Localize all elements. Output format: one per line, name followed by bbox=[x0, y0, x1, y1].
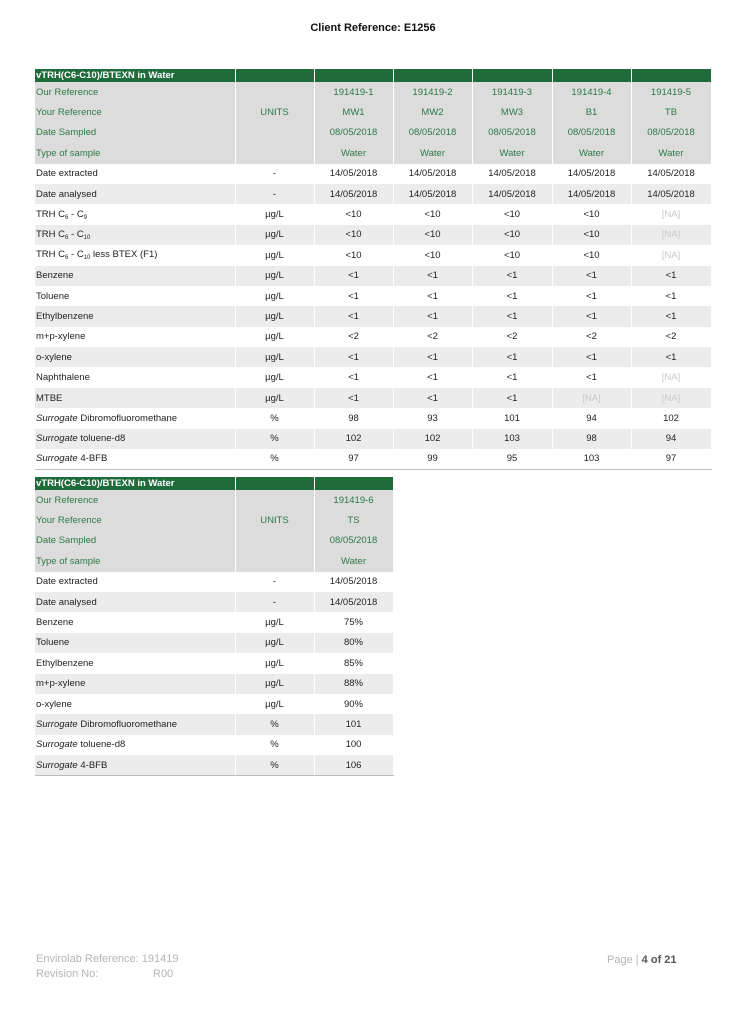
value-cell: TB bbox=[631, 102, 711, 122]
table-row bbox=[35, 572, 393, 592]
value-cell: 14/05/2018 bbox=[314, 572, 393, 592]
value-cell: MW1 bbox=[314, 102, 393, 122]
value-cell: Water bbox=[314, 143, 393, 163]
value-cell: <10 bbox=[552, 204, 631, 224]
value-cell: <1 bbox=[472, 347, 552, 367]
row-label: TRH $C_6 - C_{10}$ less BTEX (F1) bbox=[35, 245, 235, 265]
table-title-row bbox=[35, 477, 393, 490]
row-label: Toluene bbox=[35, 286, 235, 306]
value-cell: MW3 bbox=[472, 102, 552, 122]
row-label: o-xylene bbox=[35, 694, 235, 714]
units-cell: - bbox=[235, 592, 314, 612]
row-label: Surrogate 4-BFB bbox=[35, 755, 235, 775]
table-title-row bbox=[35, 69, 711, 82]
value-cell: [NA] bbox=[631, 245, 711, 265]
units-cell bbox=[235, 123, 314, 143]
value-cell: <10 bbox=[472, 225, 552, 245]
header-row-your-reference bbox=[35, 102, 711, 122]
value-cell: 08/05/2018 bbox=[314, 531, 393, 551]
units-cell: µg/L bbox=[235, 347, 314, 367]
results-table-1 bbox=[35, 69, 712, 470]
table-row bbox=[35, 612, 393, 632]
value-cell: <10 bbox=[393, 204, 472, 224]
value-cell: 191419-3 bbox=[472, 82, 552, 102]
row-label: Type of sample bbox=[35, 551, 235, 571]
units-cell: µg/L bbox=[235, 694, 314, 714]
table-title: vTRH(C6-C10)/BTEXN in Water bbox=[35, 69, 235, 82]
value-cell: <1 bbox=[314, 388, 393, 408]
units-cell: µg/L bbox=[235, 674, 314, 694]
value-cell: <1 bbox=[393, 367, 472, 387]
units-cell: µg/L bbox=[235, 245, 314, 265]
units-cell: µg/L bbox=[235, 327, 314, 347]
value-cell: B1 bbox=[552, 102, 631, 122]
value-cell: 95 bbox=[472, 449, 552, 469]
value-cell: <1 bbox=[472, 388, 552, 408]
value-cell: 191419-5 bbox=[631, 82, 711, 102]
row-label: o-xylene bbox=[35, 347, 235, 367]
value-cell: <2 bbox=[472, 327, 552, 347]
table-row bbox=[35, 449, 711, 469]
value-cell: 85% bbox=[314, 653, 393, 673]
value-cell: <1 bbox=[314, 286, 393, 306]
row-label: Your Reference bbox=[35, 102, 235, 122]
value-cell: <10 bbox=[472, 204, 552, 224]
units-cell bbox=[235, 551, 314, 571]
value-cell: <1 bbox=[552, 347, 631, 367]
table-row bbox=[35, 245, 711, 265]
value-cell: 14/05/2018 bbox=[552, 164, 631, 184]
value-cell: 191419-6 bbox=[314, 490, 393, 510]
table-row bbox=[35, 633, 393, 653]
value-cell: <1 bbox=[552, 306, 631, 326]
table-row bbox=[35, 225, 711, 245]
units-cell: % bbox=[235, 408, 314, 428]
table-row bbox=[35, 164, 711, 184]
row-label: Type of sample bbox=[35, 143, 235, 163]
value-cell: 97 bbox=[631, 449, 711, 469]
table-row bbox=[35, 755, 393, 775]
table-row bbox=[35, 714, 393, 734]
value-cell: 08/05/2018 bbox=[631, 123, 711, 143]
envirolab-reference: Envirolab Reference: 191419 bbox=[36, 953, 179, 965]
header-row-date-sampled bbox=[35, 123, 711, 143]
row-label: Ethylbenzene bbox=[35, 306, 235, 326]
page-number: Page | 4 of 21 bbox=[607, 954, 677, 966]
client-reference: Client Reference: E1256 bbox=[310, 22, 436, 34]
value-cell: 98 bbox=[552, 429, 631, 449]
row-label: Date extracted bbox=[35, 164, 235, 184]
value-cell: <10 bbox=[314, 204, 393, 224]
value-cell: 88% bbox=[314, 674, 393, 694]
value-cell: <1 bbox=[393, 388, 472, 408]
row-label: Surrogate toluene-d8 bbox=[35, 735, 235, 755]
value-cell: 08/05/2018 bbox=[393, 123, 472, 143]
value-cell: 103 bbox=[472, 429, 552, 449]
row-label: Surrogate 4-BFB bbox=[35, 449, 235, 469]
row-label: TRH $C_6 - C_9$ bbox=[35, 204, 235, 224]
value-cell: [NA] bbox=[631, 388, 711, 408]
value-cell: Water bbox=[472, 143, 552, 163]
units-cell: % bbox=[235, 735, 314, 755]
value-cell: 90% bbox=[314, 694, 393, 714]
value-cell: 14/05/2018 bbox=[472, 184, 552, 204]
value-cell: [NA] bbox=[631, 367, 711, 387]
value-cell: <1 bbox=[631, 347, 711, 367]
value-cell: TS bbox=[314, 510, 393, 530]
value-cell: 14/05/2018 bbox=[472, 164, 552, 184]
row-label: Benzene bbox=[35, 612, 235, 632]
table-row bbox=[35, 306, 711, 326]
value-cell: 14/05/2018 bbox=[393, 184, 472, 204]
value-cell: 106 bbox=[314, 755, 393, 775]
units-cell: µg/L bbox=[235, 367, 314, 387]
value-cell: 14/05/2018 bbox=[314, 164, 393, 184]
value-cell: <1 bbox=[393, 347, 472, 367]
value-cell: <1 bbox=[314, 306, 393, 326]
value-cell: 94 bbox=[631, 429, 711, 449]
header-row-our-reference bbox=[35, 82, 711, 102]
value-cell: MW2 bbox=[393, 102, 472, 122]
value-cell: 101 bbox=[314, 714, 393, 734]
table-row bbox=[35, 735, 393, 755]
units-cell: - bbox=[235, 184, 314, 204]
header-row-type-of-sample bbox=[35, 143, 711, 163]
table-row bbox=[35, 347, 711, 367]
value-cell: <2 bbox=[631, 327, 711, 347]
value-cell: <10 bbox=[314, 245, 393, 265]
value-cell: 97 bbox=[314, 449, 393, 469]
value-cell: 14/05/2018 bbox=[314, 184, 393, 204]
value-cell: <1 bbox=[472, 286, 552, 306]
units-cell: µg/L bbox=[235, 306, 314, 326]
row-label: Surrogate Dibromofluoromethane bbox=[35, 408, 235, 428]
row-label: Surrogate Dibromofluoromethane bbox=[35, 714, 235, 734]
units-cell bbox=[235, 143, 314, 163]
units-cell: µg/L bbox=[235, 286, 314, 306]
table-row bbox=[35, 286, 711, 306]
row-label: Date analysed bbox=[35, 592, 235, 612]
table-row bbox=[35, 266, 711, 286]
row-label: Toluene bbox=[35, 633, 235, 653]
units-cell: µg/L bbox=[235, 633, 314, 653]
value-cell: 101 bbox=[472, 408, 552, 428]
value-cell: [NA] bbox=[631, 204, 711, 224]
header-row-date-sampled bbox=[35, 531, 393, 551]
value-cell: <1 bbox=[552, 286, 631, 306]
value-cell: 102 bbox=[393, 429, 472, 449]
units-cell: % bbox=[235, 714, 314, 734]
value-cell: <1 bbox=[314, 266, 393, 286]
row-label: m+p-xylene bbox=[35, 327, 235, 347]
value-cell: <2 bbox=[393, 327, 472, 347]
value-cell: Water bbox=[631, 143, 711, 163]
value-cell: 102 bbox=[631, 408, 711, 428]
table-row bbox=[35, 694, 393, 714]
units-cell: UNITS bbox=[235, 510, 314, 530]
units-cell bbox=[235, 82, 314, 102]
value-cell: <2 bbox=[552, 327, 631, 347]
row-label: Benzene bbox=[35, 266, 235, 286]
value-cell: <1 bbox=[552, 266, 631, 286]
table-row bbox=[35, 327, 711, 347]
value-cell: <1 bbox=[631, 306, 711, 326]
value-cell: <10 bbox=[472, 245, 552, 265]
value-cell: <10 bbox=[393, 225, 472, 245]
value-cell: <10 bbox=[552, 245, 631, 265]
value-cell: 94 bbox=[552, 408, 631, 428]
header-row-our-reference bbox=[35, 490, 393, 510]
value-cell: 08/05/2018 bbox=[314, 123, 393, 143]
value-cell: <10 bbox=[552, 225, 631, 245]
units-cell: UNITS bbox=[235, 102, 314, 122]
row-label: Date extracted bbox=[35, 572, 235, 592]
value-cell: 75% bbox=[314, 612, 393, 632]
row-label: Our Reference bbox=[35, 82, 235, 102]
row-label: Date analysed bbox=[35, 184, 235, 204]
table-row bbox=[35, 592, 393, 612]
row-label: Date Sampled bbox=[35, 531, 235, 551]
units-cell: µg/L bbox=[235, 653, 314, 673]
value-cell: <1 bbox=[314, 347, 393, 367]
units-cell: µg/L bbox=[235, 204, 314, 224]
units-cell: % bbox=[235, 429, 314, 449]
value-cell: 103 bbox=[552, 449, 631, 469]
value-cell: <1 bbox=[314, 367, 393, 387]
header-row-type-of-sample bbox=[35, 551, 393, 571]
row-label: Naphthalene bbox=[35, 367, 235, 387]
value-cell: <1 bbox=[472, 306, 552, 326]
value-cell: 14/05/2018 bbox=[631, 184, 711, 204]
value-cell: 08/05/2018 bbox=[472, 123, 552, 143]
units-cell: µg/L bbox=[235, 388, 314, 408]
value-cell: <1 bbox=[393, 266, 472, 286]
value-cell: Water bbox=[552, 143, 631, 163]
units-cell: µg/L bbox=[235, 225, 314, 245]
value-cell: 14/05/2018 bbox=[552, 184, 631, 204]
units-cell: % bbox=[235, 755, 314, 775]
row-label: Our Reference bbox=[35, 490, 235, 510]
units-cell: µg/L bbox=[235, 612, 314, 632]
units-cell: µg/L bbox=[235, 266, 314, 286]
units-cell: - bbox=[235, 164, 314, 184]
row-label: Your Reference bbox=[35, 510, 235, 530]
value-cell: Water bbox=[314, 551, 393, 571]
table-row bbox=[35, 367, 711, 387]
value-cell: <10 bbox=[393, 245, 472, 265]
header-row-your-reference bbox=[35, 510, 393, 530]
value-cell: <10 bbox=[314, 225, 393, 245]
value-cell: 80% bbox=[314, 633, 393, 653]
value-cell: 14/05/2018 bbox=[314, 592, 393, 612]
row-label: TRH $C_6 - C_{10}$ bbox=[35, 225, 235, 245]
value-cell: <1 bbox=[631, 266, 711, 286]
row-label: Date Sampled bbox=[35, 123, 235, 143]
value-cell: [NA] bbox=[631, 225, 711, 245]
revision-number: Revision No: R00 bbox=[36, 968, 174, 980]
table-row bbox=[35, 204, 711, 224]
value-cell: <2 bbox=[314, 327, 393, 347]
value-cell: 191419-2 bbox=[393, 82, 472, 102]
value-cell: <1 bbox=[393, 306, 472, 326]
row-label: MTBE bbox=[35, 388, 235, 408]
value-cell: Water bbox=[393, 143, 472, 163]
table-row bbox=[35, 388, 711, 408]
footer-references bbox=[36, 952, 179, 982]
value-cell: <1 bbox=[472, 266, 552, 286]
units-cell: % bbox=[235, 449, 314, 469]
units-cell bbox=[235, 490, 314, 510]
value-cell: 08/05/2018 bbox=[552, 123, 631, 143]
value-cell: 99 bbox=[393, 449, 472, 469]
value-cell: <1 bbox=[472, 367, 552, 387]
value-cell: 191419-1 bbox=[314, 82, 393, 102]
value-cell: <1 bbox=[631, 286, 711, 306]
table-row bbox=[35, 184, 711, 204]
results-table-2 bbox=[35, 477, 394, 776]
value-cell: 102 bbox=[314, 429, 393, 449]
row-label: Surrogate toluene-d8 bbox=[35, 429, 235, 449]
value-cell: 100 bbox=[314, 735, 393, 755]
units-cell bbox=[235, 531, 314, 551]
value-cell: <1 bbox=[552, 367, 631, 387]
table-row bbox=[35, 674, 393, 694]
value-cell: 191419-4 bbox=[552, 82, 631, 102]
table-row bbox=[35, 653, 393, 673]
table-row bbox=[35, 408, 711, 428]
value-cell: 14/05/2018 bbox=[393, 164, 472, 184]
table-row bbox=[35, 429, 711, 449]
value-cell: [NA] bbox=[552, 388, 631, 408]
value-cell: <1 bbox=[393, 286, 472, 306]
value-cell: 98 bbox=[314, 408, 393, 428]
units-cell: - bbox=[235, 572, 314, 592]
table-title: vTRH(C6-C10)/BTEXN in Water bbox=[35, 477, 235, 490]
row-label: Ethylbenzene bbox=[35, 653, 235, 673]
value-cell: 93 bbox=[393, 408, 472, 428]
value-cell: 14/05/2018 bbox=[631, 164, 711, 184]
row-label: m+p-xylene bbox=[35, 674, 235, 694]
